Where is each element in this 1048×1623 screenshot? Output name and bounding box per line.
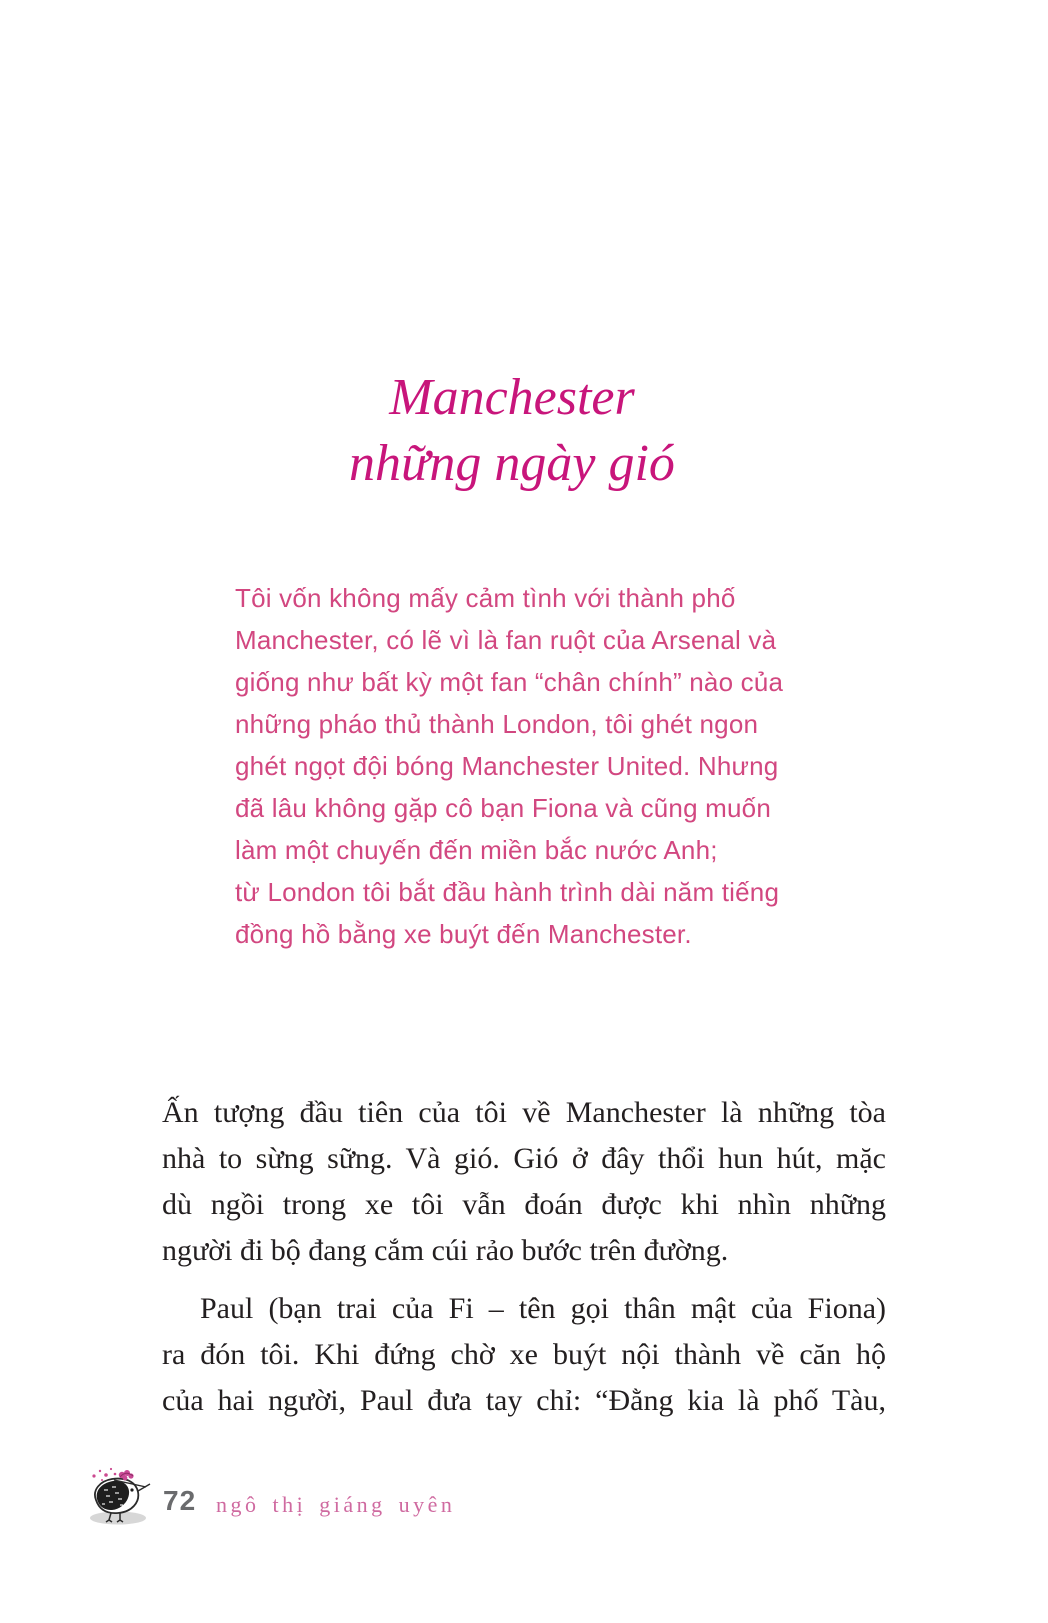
body-line: của hai người, Paul đưa tay chỉ: “Đằng kia là phố Tàu, xyxy=(162,1384,886,1417)
chapter-title-line-2: những ngày gió xyxy=(349,435,675,492)
intro-line: làm một chuyến đến miền bắc nước Anh; xyxy=(235,835,718,865)
chapter-title xyxy=(150,365,874,497)
author-name: ngô thị giáng uyên xyxy=(216,1492,456,1517)
intro-line: Manchester, có lẽ vì là fan ruột của Arsenal và xyxy=(235,625,777,655)
body-line: người đi bộ đang cắm cúi rảo bước trên đường. xyxy=(162,1234,729,1267)
chapter-intro xyxy=(235,577,795,955)
intro-line: Tôi vốn không mấy cảm tình với thành phố xyxy=(235,583,736,613)
intro-line: đã lâu không gặp cô bạn Fiona và cũng muốn xyxy=(235,793,772,823)
body-line: nhà to sừng sững. Và gió. Gió ở đây thổi hun hút, mặc xyxy=(162,1142,886,1175)
bird-sketch-icon xyxy=(84,1460,162,1531)
chapter-body xyxy=(162,1090,886,1424)
intro-line: những pháo thủ thành London, tôi ghét ngon xyxy=(235,709,759,739)
body-paragraph-2 xyxy=(162,1286,886,1424)
page-number: 72 xyxy=(163,1485,197,1516)
intro-line: đồng hồ bằng xe buýt đến Manchester. xyxy=(235,919,692,949)
chapter-title-line-1: Manchester xyxy=(389,369,635,426)
page-footer xyxy=(0,1455,1048,1535)
intro-line: từ London tôi bắt đầu hành trình dài năm tiếng xyxy=(235,877,780,907)
body-line: dù ngồi trong xe tôi vẫn đoán được khi nhìn những xyxy=(162,1188,886,1221)
body-line: ra đón tôi. Khi đứng chờ xe buýt nội thành về căn hộ xyxy=(162,1338,886,1371)
intro-line: giống như bất kỳ một fan “chân chính” nào của xyxy=(235,667,784,697)
body-line: Paul (bạn trai của Fi – tên gọi thân mật của Fiona) xyxy=(200,1292,886,1325)
body-line: Ấn tượng đầu tiên của tôi về Manchester là những tòa xyxy=(162,1096,886,1129)
body-paragraph-1 xyxy=(162,1090,886,1274)
intro-line: ghét ngọt đội bóng Manchester United. Nhưng xyxy=(235,751,779,781)
